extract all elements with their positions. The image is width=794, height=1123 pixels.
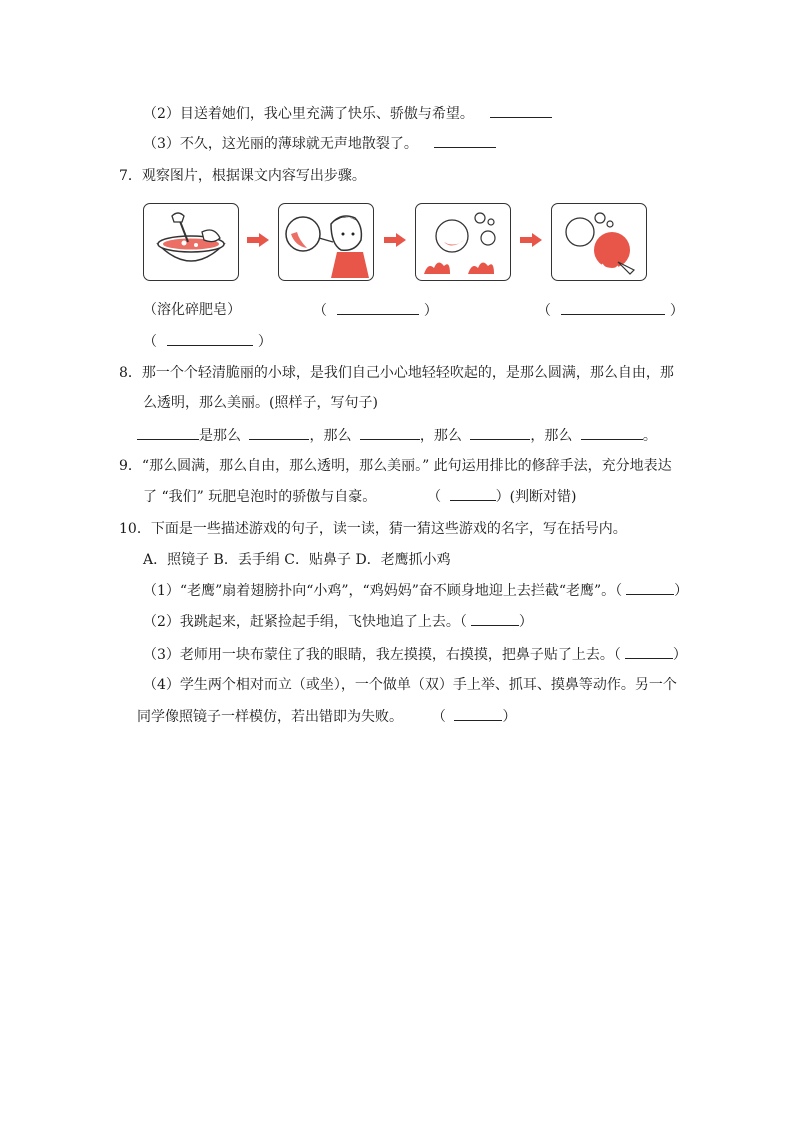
arrow-right-icon: [384, 233, 406, 247]
q8-line2: 么透明，那么美丽。(照样子，写句子): [143, 395, 378, 411]
step1-label: （溶化碎肥皂）: [143, 302, 241, 318]
step-image-blow-bubble: [278, 203, 374, 281]
q8-blank-5[interactable]: [581, 425, 643, 440]
q6-item2-answer-blank[interactable]: [490, 103, 552, 118]
arrow-right-icon: [247, 233, 269, 247]
step-image-bubbles-flowers: [415, 203, 511, 281]
q8-line1: 8．那一个个轻清脆丽的小球，是我们自己小心地轻轻吹起的，是那么圆满，那么自由，那: [119, 365, 674, 381]
q8-blank-1[interactable]: [137, 425, 199, 440]
bubbles-illustration: [416, 204, 510, 280]
q8-blank-4[interactable]: [470, 425, 530, 440]
q6-item3-answer-blank[interactable]: [434, 133, 496, 148]
q8-blank-2[interactable]: [249, 425, 309, 440]
q6-item3: （3）不久，这光丽的薄球就无声地散裂了。: [143, 133, 496, 154]
step-image-bubble-burst: [551, 203, 647, 281]
q8-answer-line: 是那么 ，那么 ，那么 ，那么 。: [137, 425, 657, 446]
burst-bubble-illustration: [552, 204, 646, 280]
q9-answer-blank[interactable]: [450, 486, 496, 501]
step4-blank-group: （ ）: [143, 331, 272, 352]
q10-item4-blank[interactable]: [454, 706, 502, 721]
q10-item4-line1: （4）学生两个相对而立（或坐），一个做单（双）手上举、抓耳、摸鼻等动作。另一个: [143, 677, 677, 693]
step2-answer-blank[interactable]: [337, 300, 419, 315]
q10-options: A．照镜子 B．丢手绢 C．贴鼻子 D．老鹰抓小鸡: [143, 552, 451, 568]
q6-item2: （2）目送着她们，我心里充满了快乐、骄傲与希望。: [143, 103, 552, 124]
q7-title: 7．观察图片，根据课文内容写出步骤。: [119, 168, 366, 184]
q8-blank-3[interactable]: [360, 425, 420, 440]
q9-line2: 了 “我们” 玩肥皂泡时的骄傲与自豪。 （ ）(判断对错): [143, 486, 577, 507]
step4-answer-blank[interactable]: [167, 331, 253, 346]
q10-item1-blank[interactable]: [626, 580, 674, 595]
q10-item3: （3）老师用一块布蒙住了我的眼睛，我左摸摸，右摸摸，把鼻子贴了上去。（ ）: [143, 644, 687, 665]
soap-bowl-illustration: [144, 204, 238, 280]
q9-line1: 9．“那么圆满，那么自由，那么透明，那么美丽。” 此句运用排比的修辞手法，充分地表达: [119, 458, 672, 474]
q10-item2: （2）我跳起来，赶紧捡起手绢，飞快地追了上去。（ ）: [143, 611, 533, 632]
step3-answer-blank[interactable]: [561, 300, 665, 315]
q10-item4-line2: 同学像照镜子一样模仿，若出错即为失败。 （ ）: [137, 706, 516, 727]
q10-item3-blank[interactable]: [625, 644, 673, 659]
q10-title: 10．下面是一些描述游戏的句子，读一读，猜一猜这些游戏的名字，写在括号内。: [119, 521, 627, 537]
step3-blank-group: （ ）: [537, 300, 684, 321]
q10-item1: （1）“老鹰”扇着翅膀扑向“小鸡”，“鸡妈妈”奋不顾身地迎上去拦截“老鹰”。（ ）: [143, 580, 688, 601]
q10-item2-blank[interactable]: [471, 611, 519, 626]
step2-blank-group: （ ）: [313, 300, 438, 321]
arrow-right-icon: [520, 233, 542, 247]
girl-blowing-illustration: [279, 204, 373, 280]
step-image-dissolve-soap: [143, 203, 239, 281]
